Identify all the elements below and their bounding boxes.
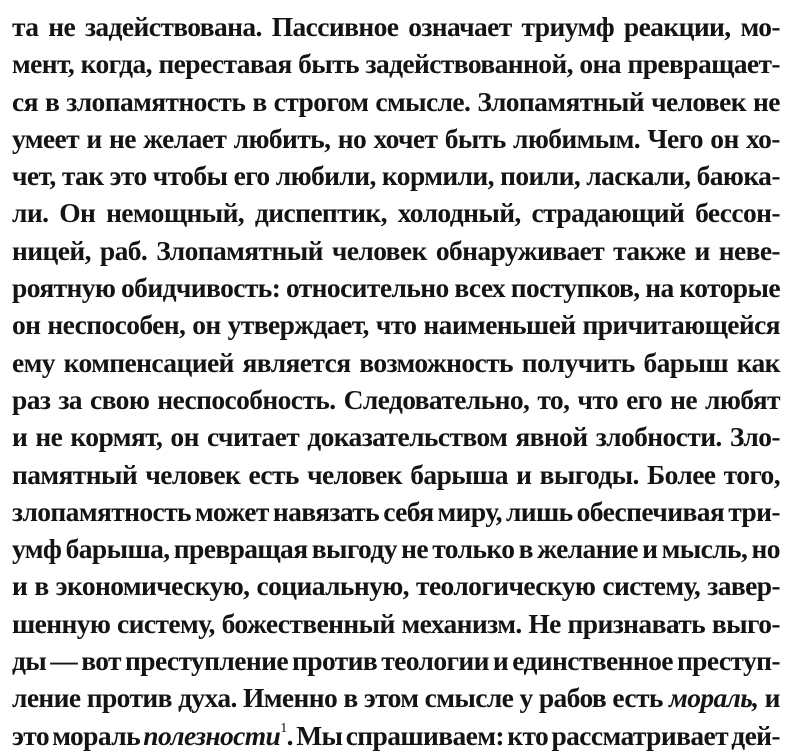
word: Именно bbox=[242, 682, 338, 714]
text-line-final bbox=[12, 717, 780, 754]
word: Следовательно, bbox=[343, 383, 530, 415]
word: диспептик, bbox=[254, 197, 387, 229]
word: быть bbox=[444, 122, 506, 154]
word: и bbox=[492, 645, 509, 677]
word: спрашиваем: bbox=[345, 719, 504, 751]
word: рассматривает bbox=[551, 719, 728, 751]
word: он bbox=[12, 309, 41, 341]
text-line bbox=[12, 642, 780, 679]
word: систему, bbox=[117, 607, 215, 639]
word: задействована. bbox=[84, 11, 262, 42]
word: роятную bbox=[12, 272, 116, 304]
word: желание bbox=[537, 533, 638, 565]
word: систему, bbox=[602, 570, 701, 602]
word: три- bbox=[728, 495, 780, 527]
word: на bbox=[645, 272, 674, 304]
emphasis-text: полезности$^1$. bbox=[143, 719, 293, 751]
word: человек bbox=[331, 234, 427, 266]
word: и bbox=[516, 458, 532, 490]
word: и bbox=[86, 122, 102, 154]
word: обнаруживает bbox=[435, 234, 605, 266]
word: мо- bbox=[740, 11, 780, 42]
word: этом bbox=[363, 682, 419, 714]
word: не bbox=[48, 11, 76, 42]
word: миру, bbox=[437, 495, 502, 527]
word: Мы bbox=[296, 719, 343, 751]
text-line bbox=[12, 157, 780, 194]
word: злопамятность bbox=[12, 495, 191, 527]
word: в bbox=[252, 85, 267, 117]
word: лишь bbox=[505, 495, 573, 527]
text-line bbox=[12, 306, 780, 343]
word: хо- bbox=[746, 122, 780, 154]
word: всех bbox=[454, 272, 506, 304]
word: наименьшей bbox=[423, 309, 576, 341]
word: задействованной, bbox=[365, 48, 573, 80]
word: строгом bbox=[273, 85, 369, 117]
word: превращает- bbox=[627, 48, 780, 80]
word: чтобы bbox=[152, 160, 228, 192]
text-line bbox=[12, 120, 780, 157]
emphasis-word: мораль, bbox=[669, 682, 759, 714]
word: то, bbox=[537, 383, 570, 415]
text-line bbox=[12, 679, 780, 716]
word: навязать bbox=[272, 495, 380, 527]
word: теологическую bbox=[416, 570, 596, 602]
word: превращая bbox=[173, 533, 308, 565]
word: Злопамятный bbox=[477, 85, 644, 117]
word: умеет bbox=[12, 122, 80, 154]
word: неспособен, bbox=[47, 309, 186, 341]
word: только bbox=[432, 533, 515, 565]
word: у bbox=[519, 682, 533, 714]
word: Он bbox=[59, 197, 96, 229]
word: та bbox=[12, 11, 39, 42]
text-line bbox=[12, 456, 780, 493]
word: причитающейся bbox=[582, 309, 780, 341]
word: относительно bbox=[285, 272, 449, 304]
word: шенную bbox=[12, 607, 111, 639]
word: смысле bbox=[424, 682, 514, 714]
word: социальную, bbox=[256, 570, 409, 602]
word: чет, bbox=[12, 160, 56, 192]
word: компенсацией bbox=[63, 346, 234, 378]
word: — bbox=[50, 645, 78, 677]
word: поступков, bbox=[510, 272, 640, 304]
word: неспособность. bbox=[157, 383, 336, 415]
word: и bbox=[12, 421, 28, 453]
word: утверждает, bbox=[227, 309, 369, 341]
text-line bbox=[12, 8, 780, 45]
word: немощный, bbox=[106, 197, 245, 229]
word: барыш bbox=[643, 346, 728, 378]
word: ли. bbox=[12, 197, 49, 229]
word: она bbox=[579, 48, 621, 80]
word: что bbox=[375, 309, 417, 341]
word: реакции, bbox=[623, 11, 731, 42]
word: ды bbox=[12, 645, 47, 677]
text-line bbox=[12, 83, 780, 120]
word: не bbox=[108, 122, 136, 154]
word: свою bbox=[90, 383, 150, 415]
word: он bbox=[192, 309, 221, 341]
word: ся bbox=[12, 85, 38, 117]
word: кто bbox=[507, 719, 549, 751]
word: смысле. bbox=[375, 85, 471, 117]
word: как bbox=[736, 346, 780, 378]
word: любили, bbox=[275, 160, 376, 192]
word: признавать bbox=[567, 607, 706, 639]
word: и bbox=[642, 533, 658, 565]
word: не bbox=[670, 383, 697, 415]
word: злопамятность bbox=[66, 85, 246, 117]
word: человек bbox=[651, 85, 746, 117]
word: человек bbox=[307, 458, 403, 490]
word: вот bbox=[81, 645, 121, 677]
word: и bbox=[764, 682, 780, 714]
word: также bbox=[613, 234, 686, 266]
text-line bbox=[12, 493, 780, 530]
word: означает bbox=[408, 11, 512, 42]
word: желает bbox=[143, 122, 227, 154]
word: не bbox=[401, 533, 428, 565]
word: любимым. bbox=[513, 122, 641, 154]
word: и bbox=[694, 234, 710, 266]
word: страдающий bbox=[531, 197, 685, 229]
word: но bbox=[337, 122, 367, 154]
word: явной bbox=[515, 421, 588, 453]
word: он bbox=[710, 122, 739, 154]
word: это bbox=[109, 160, 147, 192]
word: выгоду bbox=[311, 533, 397, 565]
word: единственное bbox=[512, 645, 673, 677]
word: которые bbox=[679, 272, 780, 304]
word: кормили, bbox=[381, 160, 494, 192]
word: теологии bbox=[381, 645, 489, 677]
word: себя bbox=[383, 495, 434, 527]
word: может bbox=[195, 495, 269, 527]
word: обеспечивая bbox=[576, 495, 725, 527]
word: в bbox=[44, 85, 60, 117]
word: духа. bbox=[178, 682, 237, 714]
word: любить, bbox=[233, 122, 331, 154]
word: триумф bbox=[521, 11, 615, 42]
word: так bbox=[61, 160, 104, 192]
word: механизм. bbox=[401, 607, 522, 639]
word: преступление bbox=[125, 645, 288, 677]
text-line bbox=[12, 232, 780, 269]
word: человек bbox=[145, 458, 241, 490]
word: есть bbox=[612, 682, 663, 714]
word: против bbox=[86, 682, 172, 714]
text-line bbox=[12, 45, 780, 82]
word: баюка- bbox=[696, 160, 780, 192]
word: есть bbox=[248, 458, 299, 490]
word: хочет bbox=[373, 122, 438, 154]
text-line bbox=[12, 344, 780, 381]
text-line bbox=[12, 269, 780, 306]
word: рабов bbox=[538, 682, 607, 714]
word: мент, bbox=[12, 48, 75, 80]
word: считает bbox=[206, 421, 300, 453]
word: умф bbox=[12, 533, 62, 565]
body-text bbox=[12, 8, 780, 754]
word: злобности. bbox=[595, 421, 722, 453]
word: что bbox=[577, 383, 619, 415]
word: не bbox=[35, 421, 63, 453]
word: он bbox=[170, 421, 199, 453]
word: барыша, bbox=[65, 533, 170, 565]
word: его bbox=[626, 383, 663, 415]
word: ление bbox=[12, 682, 81, 714]
word: поили, bbox=[500, 160, 581, 192]
text-line bbox=[12, 194, 780, 231]
word: завер- bbox=[707, 570, 780, 602]
word: в bbox=[34, 570, 49, 602]
word: получить bbox=[521, 346, 635, 378]
text-line bbox=[12, 605, 780, 642]
word: кормят, bbox=[70, 421, 163, 453]
word: его bbox=[233, 160, 270, 192]
text-line bbox=[12, 381, 780, 418]
word: возможность bbox=[359, 346, 513, 378]
word: ласкали, bbox=[586, 160, 691, 192]
word: Зло- bbox=[729, 421, 780, 453]
word: не bbox=[753, 85, 780, 117]
word: раз bbox=[12, 383, 51, 415]
word: выго- bbox=[711, 607, 780, 639]
word: холодный, bbox=[397, 197, 521, 229]
word: неве- bbox=[718, 234, 780, 266]
word: доказательством bbox=[307, 421, 508, 453]
word: быть bbox=[298, 48, 359, 80]
word: переставая bbox=[158, 48, 292, 80]
word: преступ- bbox=[676, 645, 780, 677]
word: ему bbox=[12, 346, 55, 378]
word: когда, bbox=[80, 48, 152, 80]
word: Не bbox=[528, 607, 561, 639]
word: экономическую, bbox=[55, 570, 250, 602]
word: того, bbox=[723, 458, 780, 490]
text-line bbox=[12, 418, 780, 455]
word: памятный bbox=[12, 458, 138, 490]
word: мораль bbox=[52, 719, 141, 751]
word: обидчивость: bbox=[121, 272, 281, 304]
word: Более bbox=[647, 458, 716, 490]
word: выгоды. bbox=[539, 458, 639, 490]
word: Чего bbox=[647, 122, 703, 154]
word: раб. bbox=[99, 234, 148, 266]
word: и bbox=[12, 570, 28, 602]
word: в bbox=[343, 682, 358, 714]
word: дей- bbox=[731, 719, 780, 751]
word: барыша bbox=[410, 458, 508, 490]
word: за bbox=[58, 383, 82, 415]
word: является bbox=[242, 346, 351, 378]
text-line bbox=[12, 567, 780, 604]
word: но bbox=[751, 533, 780, 565]
word: божественный bbox=[221, 607, 395, 639]
word: против bbox=[292, 645, 378, 677]
word: Злопамятный bbox=[156, 234, 323, 266]
word: Пассивное bbox=[271, 11, 399, 42]
line-text: это bbox=[12, 719, 49, 751]
word: ницей, bbox=[12, 234, 91, 266]
word: бессон- bbox=[695, 197, 780, 229]
word: в bbox=[518, 533, 533, 565]
word: любят bbox=[704, 383, 780, 415]
word: мысль, bbox=[661, 533, 748, 565]
footnote-marker: 1 bbox=[280, 721, 287, 737]
text-line bbox=[12, 530, 780, 567]
